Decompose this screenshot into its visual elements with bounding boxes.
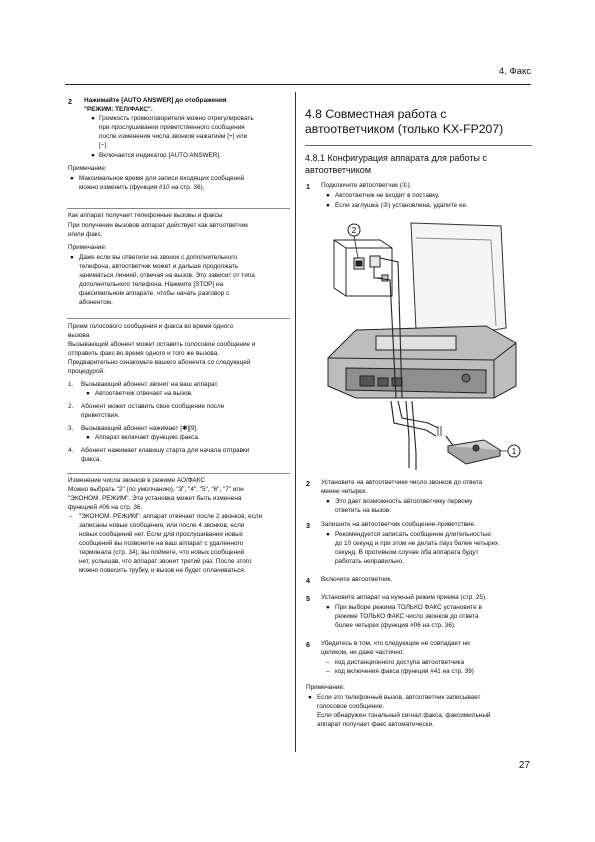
subsection-title: автоответчиком [305,165,372,175]
step-text: Подключите автоответчик (①). [321,182,412,189]
note-text: Если обнаружен тональный сигнал факса, факсимильный [317,712,491,719]
list-number: 2. [68,403,74,410]
bullet-text: режиме ТОЛЬКО ФАКС число звонков до ответа [335,613,479,620]
note-text: дополнительного телефона. Нажмите [STOP] на [79,281,224,288]
fax-answering-machine-figure [316,218,526,473]
note-text: Даже если вы ответили на звонок с дополнительного [79,254,238,261]
block-title: Прием голосового сообщения и факса во время одного [68,323,234,330]
list-subtext: Автоответчик отвечает на вызов. [95,390,193,397]
bullet-icon: ● [70,175,74,182]
bullet-icon: ● [326,604,330,611]
dash-text: нет, услышав, что аппарат звонит третий раз. После этого [79,558,252,565]
bullet-icon: ● [308,694,312,701]
bullet-text: до 10 секунд и при этом не делать пауз более четырех [335,540,499,547]
callout-1-label: 1 [511,447,517,456]
section-rule [67,208,290,209]
bullet-icon: ● [86,390,90,397]
list-text: Вызывающий абонент звонит на ваш аппарат. [81,381,219,388]
step-text: Установите аппарат на нужный режим приема (стр. 25). [321,594,487,601]
bullet-icon: ● [86,434,90,441]
note-title: Примечание: [68,165,107,172]
dash-icon: – [69,513,73,520]
header-rule [65,84,531,85]
note-text: Максимальное время для записи входящих сообщений [79,175,245,182]
bullet-text: Громкость громкоговорителя можно отрегулировать [99,115,254,122]
block-text: При получении вызовов аппарат действует как автоответчик [68,222,249,229]
list-number: 4. [68,447,74,454]
section-title: 4.8 Совместная работа с [305,107,447,121]
list-text: Абонент может оставить свое сообщение после [81,403,225,410]
block-title: вызова [68,332,90,339]
step-text: Убедитесь в том, что следующие не совпадает ни [321,640,470,647]
bullet-text: более четырех (функция #06 на стр. 36). [335,622,456,629]
block-text: Предварительно ознакомьте вашего абонента со следующей [68,359,251,366]
step-text: Запишите на автоответчик сообщение-приветствие. [321,521,476,528]
block-text: Вызывающий абонент может оставить голосовое сообщение и [68,341,256,348]
dash-text: сообщений вы позвоните на ваш аппарат с удаленного [79,540,244,547]
dash-text: записаны новые сообщения, или после 4 звонков, если [79,522,245,529]
step-number: 2 [68,97,72,106]
bullet-text: работать неправильно. [335,558,405,565]
bullet-text: после изменения числа звонков нажатием [+] или [99,133,248,140]
bullet-text: при прослушивании приветственного сообщения [99,124,245,131]
bullet-text: Это дает возможность автоответчику первому [335,498,473,505]
block-title: Как аппарат получает телефонные вызовы и факсы [68,212,223,219]
note-title: Примечание: [68,244,107,251]
dash-text: новых сообщений нет. Если для прослушивания новых [79,531,243,538]
bullet-icon: ● [326,202,330,209]
bullet-text: секунд. В противном случае оба аппарата будут [335,549,479,556]
bullet-icon: ● [91,152,95,159]
bullet-icon: ● [326,192,330,199]
list-text: факса. [81,456,102,463]
bullet-text: Автоответчик не входит в поставку. [335,192,440,199]
bullet-icon: ● [326,531,330,538]
bullet-icon: ● [326,498,330,505]
dash-icon: – [326,668,330,675]
dash-text: код дистанционного доступа автоответчика [335,659,465,666]
block-text: "ЭКОНОМ. РЕЖИМ". Эта установка может быть изменена [68,495,242,502]
bullet-text: ответить на вызов. [335,507,391,514]
dash-text: "ЭКОНОМ. РЕЖИМ": аппарат отвечает после 2 звонков, если [79,513,263,520]
section-rule [305,145,532,146]
step-text: менее четырех. [321,488,368,495]
bullet-icon: ● [70,254,74,261]
step-text: "РЕЖИМ: ТЕЛ/ФАКС". [84,106,153,113]
bullet-text: Если заглушка (②) установлена, удалите ее. [335,202,468,209]
note-text: заниматься линией, отвечая на вызов. Это зависит от типа [79,272,255,279]
note-text: аппарат получает факс автоматически. [317,721,434,728]
step-text: Установите на автоответчике число звонков до ответа [321,479,483,486]
subsection-title: 4.8.1 Конфигурация аппарата для работы с [305,153,487,163]
callout-2-label: 2 [351,226,357,235]
note-text: абонентом. [79,299,113,306]
block-text: Можно выбрать "2" (по умолчанию), "3", "4", "5", "6", "7" или [68,486,244,493]
list-number: 1. [68,381,74,388]
page-number: 27 [518,760,530,771]
step-number: 3 [306,521,310,530]
step-number: 6 [306,640,310,649]
note-text: Если это телефонный вызов, автоответчик записывает [317,694,481,701]
step-number: 1 [306,182,310,191]
paper-tray [411,223,506,333]
list-text: приветствия. [81,412,120,419]
block-text: и/или факс. [68,231,103,238]
section-rule [67,318,290,319]
block-text: функцией #06 на стр. 36. [68,504,143,511]
chapter-label: 4. Факс [498,66,531,77]
section-rule [67,473,290,474]
step-number: 2 [306,479,310,488]
bullet-icon: ● [91,115,95,122]
block-text: отправить факс во время одного и того же вызова. [68,350,220,357]
answering-machine [448,440,500,464]
bullet-text: Рекомендуется записать сообщение длительностью [335,531,491,538]
bullet-text: При выборе режима ТОЛЬКО ФАКС установите в [335,604,482,611]
note-text: телефона, автоответчик может и дальше продолжать [79,263,239,270]
list-number: 3. [68,425,74,432]
block-title: Изменение числа звонков в режиме АО/ФАКС [68,477,205,484]
step-text: Включите автоответчик. [321,576,393,583]
note-title: Примечание: [306,684,345,691]
bullet-text: Включается индикатор [AUTO ANSWER]. [99,152,221,159]
note-text: факсимильном аппарате, чтобы начать разговор с [79,290,230,297]
dash-text: терминала (стр. 34), вы поймете, что новых сообщений [79,549,245,556]
note-text: можно изменить (функция #10 на стр. 36). [79,184,205,191]
list-subtext: Аппарат включает функцию факса. [95,434,200,441]
dash-text: можно повесить трубку, и вызов не будет оплачиваться. [79,567,246,574]
column-divider [295,92,296,752]
step-number: 4 [306,576,310,585]
list-text: Абонент нажимает клавишу старта для начала отправки [81,447,250,454]
step-text: целиком, ни даже частично: [321,649,405,656]
fax-machine [328,326,516,398]
callout-1 [500,445,520,457]
block-text: процедурой. [68,368,105,375]
dash-icon: – [326,659,330,666]
list-text: Вызывающий абонент нажимает [✱][9]. [81,425,199,432]
dash-text: код включения факса (функция #41 на стр. 39) [335,668,474,675]
wall-jack [334,240,392,296]
section-title: автоответчиком (только KX-FP207) [305,122,504,136]
note-text: голосовое сообщение. [317,703,385,710]
bullet-text: [−]. [99,142,109,149]
step-text: Нажимайте [AUTO ANSWER] до отображения [84,97,227,104]
step-number: 5 [306,594,310,603]
